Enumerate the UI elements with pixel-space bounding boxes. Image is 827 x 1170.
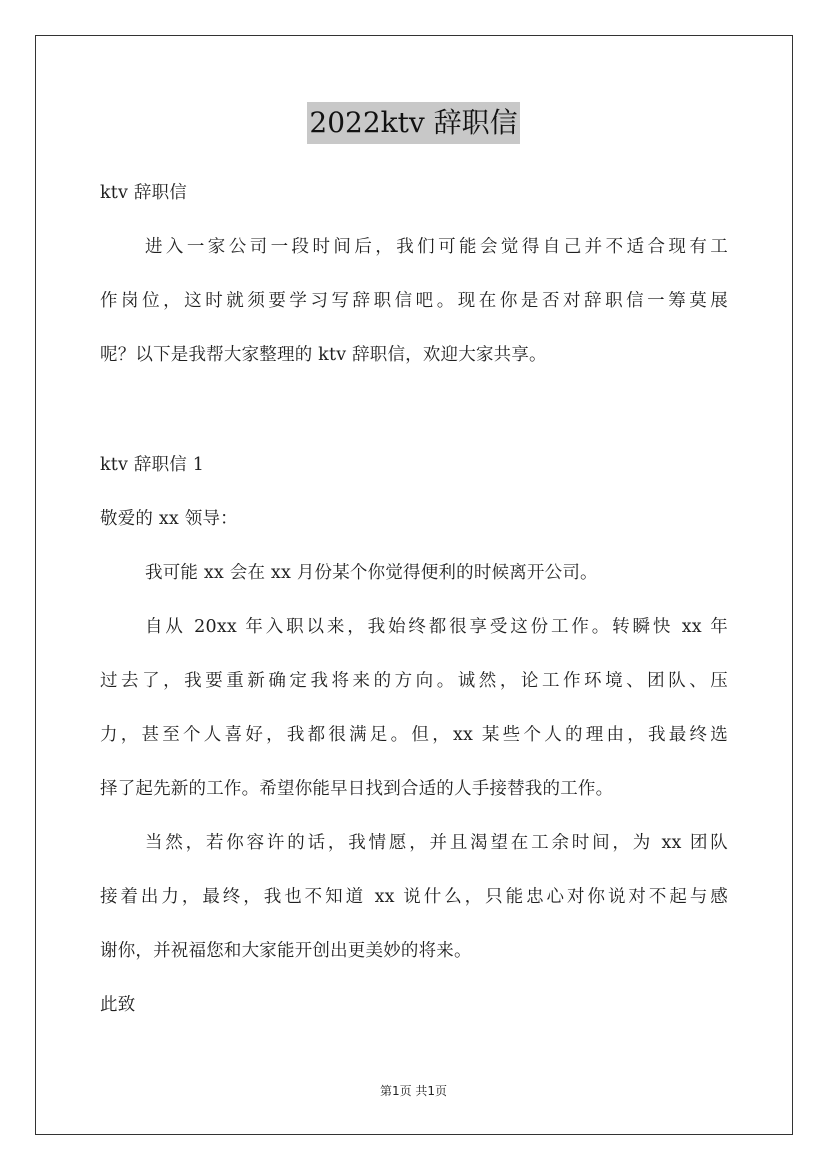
paragraph-line: 择了起先新的工作。希望你能早日找到合适的人手接替我的工作。 (100, 779, 614, 799)
paragraph-line: 作岗位，这时就须要学习写辞职信吧。现在你是否对辞职信一筹莫展 (100, 291, 728, 311)
closing-line: 此致 (100, 995, 136, 1015)
paragraph-line: 力，甚至个人喜好，我都很满足。但，xx 某些个人的理由，我最终选 (100, 725, 728, 745)
paragraph-line: 过去了，我要重新确定我将来的方向。诚然，论工作环境、团队、压 (100, 671, 728, 691)
salutation-line: 敬爱的 xx 领导： (100, 509, 238, 529)
paragraph-line: 接着出力，最终，我也不知道 xx 说什么，只能忠心对你说对不起与感 (100, 887, 728, 907)
paragraph-line: 当然，若你容许的话，我情愿，并且渴望在工余时间，为 xx 团队 (145, 833, 728, 853)
paragraph-line: 呢？以下是我帮大家整理的 ktv 辞职信，欢迎大家共享。 (100, 345, 547, 365)
section-heading: ktv 辞职信 1 (100, 455, 205, 475)
paragraph-line: 我可能 xx 会在 xx 月份某个你觉得便利的时候离开公司。 (145, 563, 598, 583)
title-container (0, 102, 827, 144)
paragraph-line: 谢你，并祝福您和大家能开创出更美妙的将来。 (100, 941, 472, 961)
page-footer: 第1页 共1页 (379, 1084, 448, 1098)
heading-line: ktv 辞职信 (100, 183, 187, 203)
paragraph-line: 自从 20xx 年入职以来，我始终都很享受这份工作。转瞬快 xx 年 (145, 617, 728, 637)
document-title: 2022ktv 辞职信 (307, 102, 519, 144)
paragraph-line: 进入一家公司一段时间后，我们可能会觉得自己并不适合现有工 (145, 237, 728, 257)
